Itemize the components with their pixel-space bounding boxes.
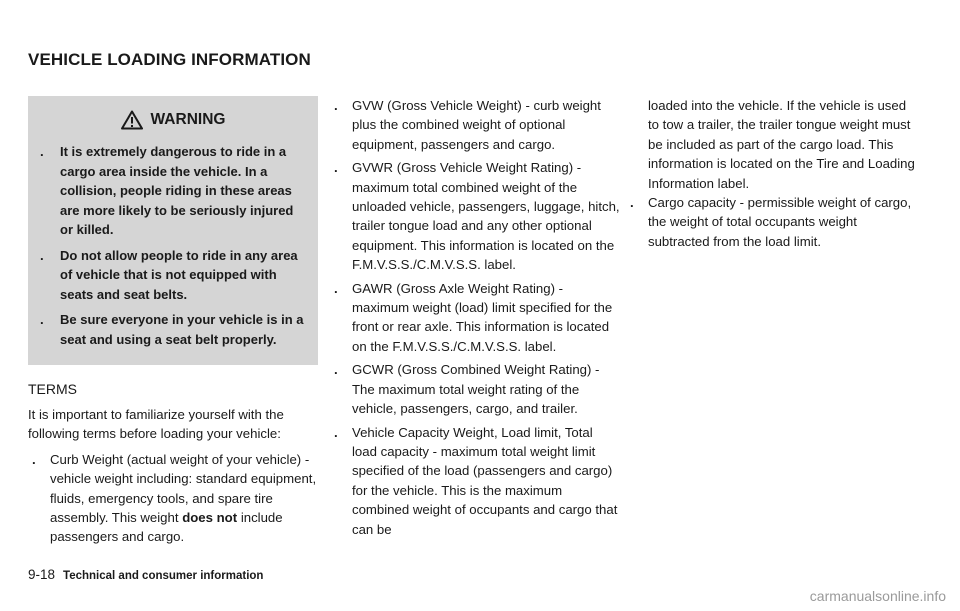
column-1 [28,96,320,551]
bullet: . [334,160,338,176]
bullet: . [40,247,44,263]
term-text: GVW (Gross Vehicle Weight) - curb weight plus the combined weight of optional equipment, passengers and cargo. [352,98,601,152]
term-gvwr [330,158,620,274]
warning-item [28,142,318,240]
bullet: . [40,312,44,327]
warning-box [28,96,318,365]
warning-item-text: Be sure everyone in your vehicle is in a seat and using a seat belt properly. [60,312,304,347]
term-text: Cargo capacity - permissible weight of cargo, the weight of total occupants weight subtracted from the load limit. [648,195,912,249]
page-footer [28,567,263,582]
term-cargo-capacity [626,193,916,251]
bullet: . [630,195,634,211]
term-text: Vehicle Capacity Weight, Load limit, Total load capacity - maximum total weight limit specified of the load (passengers and cargo) for the vehicle. This is the maximum combined weight of occupants and cargo that can be [352,424,618,537]
bullet: . [32,451,36,467]
term-gawr [330,279,620,357]
warning-heading [28,110,318,130]
curb-weight-text: Curb Weight (actual weight of your vehicle) - vehicle weight including: standard equipment, fluids, emergency tools, and spare tire assembly. This weight [50,451,317,526]
column-3 [626,96,916,255]
bullet: . [334,424,338,440]
warning-heading-text: WARNING [150,111,226,129]
watermark: carmanualsonline.info [809,588,946,604]
bullet: . [40,144,44,159]
warning-item-text: It is extremely dangerous to ride in a cargo area inside the vehicle. In a collision, people riding in these areas are more likely to be seriously injured or killed. [60,144,294,237]
term-text: GVWR (Gross Vehicle Weight Rating) - maximum total combined weight of the unloaded vehicle, passengers, luggage, hitch, trailer tongue load and any other optional equipment. This information is located on the F.M.V.S.S./C.M.V.S.S. label. [352,160,620,273]
bullet: . [334,362,338,378]
term-gvw [330,96,620,154]
page-title: VEHICLE LOADING INFORMATION [28,50,311,69]
bullet: . [334,280,338,296]
term-text: GAWR (Gross Axle Weight Rating) - maximum weight (load) limit specified for the front or rear axle. This information is located on the F.M.V.S.S./C.M.V.S.S. label. [352,280,613,354]
terms-intro: It is important to familiarize yourself with the following terms before loading your vehicle: [28,407,284,442]
warning-triangle-icon [121,110,143,130]
terms-heading: TERMS [28,381,77,397]
curb-weight-text-end: include passengers and cargo. [50,510,283,545]
term-text: GCWR (Gross Combined Weight Rating) - The maximum total weight rating of the vehicle, passengers, cargo, and trailer. [352,362,600,417]
warning-item [28,246,318,305]
warning-item [28,310,318,349]
term-curb-weight [28,450,320,547]
term-gcwr [330,360,620,418]
warning-item-text: Do not allow people to ride in any area of vehicle that is not equipped with seats and seat belts. [60,247,298,302]
page-number: 9-18 [28,567,56,582]
curb-weight-emphasis: does not [182,510,238,526]
term-continuation: loaded into the vehicle. If the vehicle is used to tow a trailer, the trailer tongue weight must be included as part of the cargo load. This information is located on the Tire and Loading Information label. [648,98,915,191]
bullet: . [334,98,338,113]
column-2 [330,96,620,543]
section-title: Technical and consumer information [63,570,264,582]
term-vehicle-capacity-weight [330,423,620,539]
